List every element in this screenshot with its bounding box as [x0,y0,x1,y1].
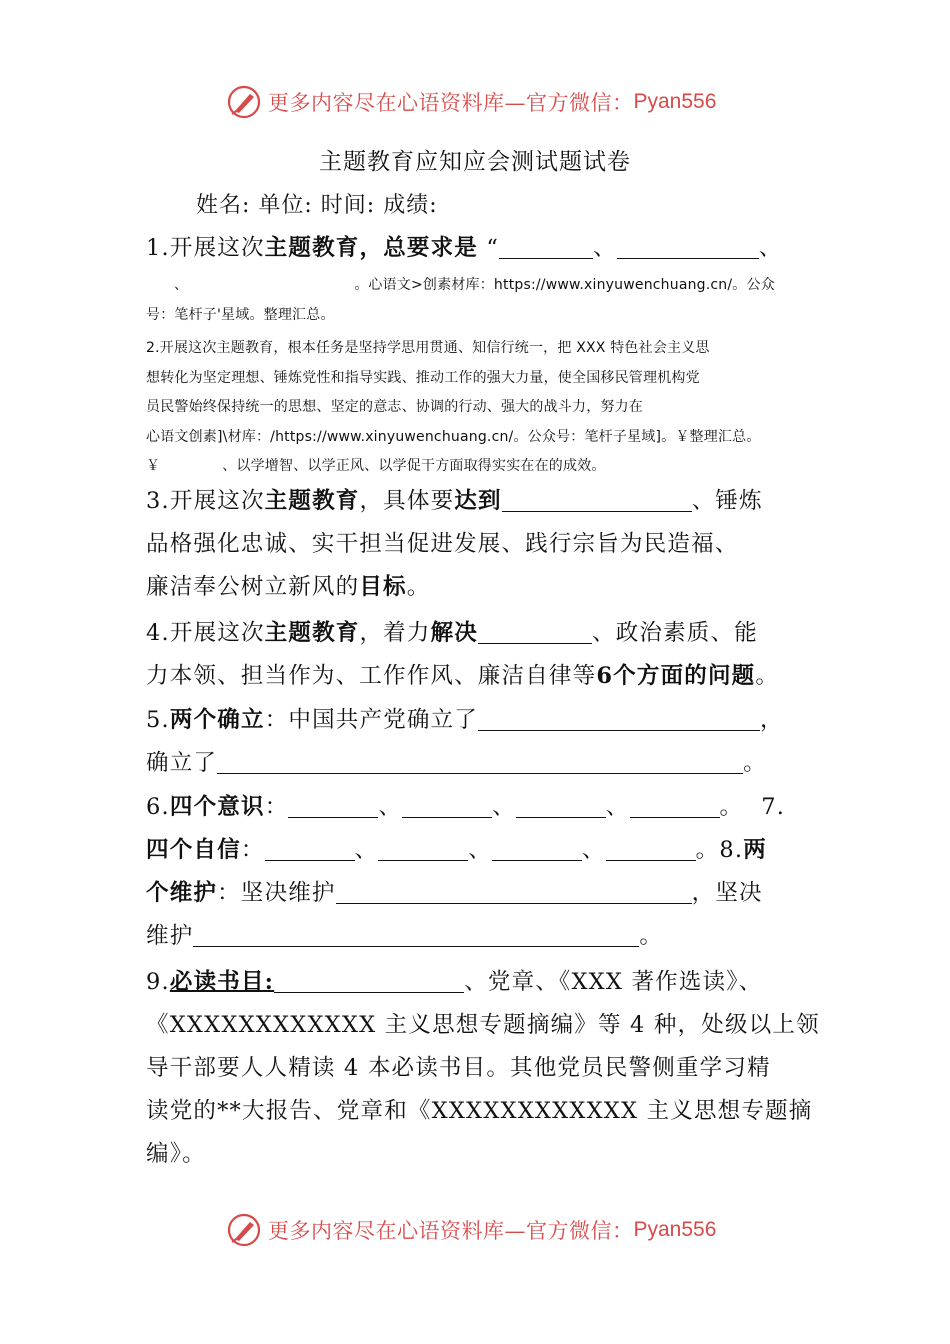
answer-blank[interactable] [478,706,760,731]
answer-blank[interactable] [478,619,592,644]
answer-blank[interactable] [217,749,743,774]
banner-wechat-id: Pyan556 [633,1218,717,1241]
question-1: 1.开展这次主题教育，总要求是 “ 、 、 [146,235,783,261]
pen-logo-icon [226,1212,262,1248]
answer-blank[interactable] [499,234,593,259]
question-5: 5.两个确立：中国共产党确立了 ， 确立了 。 [146,707,784,776]
banner-wechat-id: Pyan556 [633,90,717,113]
answer-blank[interactable] [617,234,759,259]
answer-blank[interactable] [502,487,692,512]
question-1-note: 、 。心语文>创素材库：https://www.xinyuwenchuang.cn/。公众 号：笔杆子'星域。整理汇总。 [146,277,775,323]
answer-blank[interactable] [265,836,355,861]
question-3: 3.开展这次主题教育，具体要达到 、锤炼 品格强化忠诚、实干担当促进发展、践行宗旨为民造福、 廉洁奉公树立新风的目标。 [146,488,763,600]
answer-blank[interactable] [630,793,720,818]
answer-blank[interactable] [492,836,582,861]
answer-blank[interactable] [193,922,639,947]
banner-text: 更多内容尽在心语资料库—官方微信： [268,91,634,115]
question-9: 9.必读书目: 、党章、《XXX 著作选读》、 《XXXXXXXXXXXX 主义思想专题摘编》等 4 种，处级以上领 导干部要人人精读 4 本必读书目。其他党员民警侧重学习精 读党的**大报告、党章和《XXXXXXXXXXXX 主义思想专题摘 编》。 [146,969,820,1167]
pen-logo-icon [226,84,262,120]
answer-blank[interactable] [606,836,696,861]
answer-blank[interactable] [402,793,492,818]
question-6-7-8: 6.四个意识： 、 、 、 。 7. 四个自信： 、 、 、 。8.两 个维护：坚决维护 ，坚决 维护 。 [146,794,786,949]
answer-blank[interactable] [378,836,468,861]
question-2: 2.开展这次主题教育，根本任务是坚持学思用贯通、知信行统一，把 XXX 特色社会主义思 想转化为坚定理想、锤炼党性和指导实践、推动工作的强大力量，使全国移民管理机构党 员民警始终保持统一的思想、坚定的意志、协调的行动、强大的战斗力，努力在 心语文创素]\材库：/https://www.xinyuwenchuang.cn/。公众号：笔杆子星域]。￥整理汇总。 ￥ 、以学增智、以学正风、以学促干方面取得实实在在的成效。 [146,340,761,474]
answer-blank[interactable] [288,793,378,818]
answer-blank[interactable] [336,879,692,904]
header-banner [226,82,716,122]
answer-blank[interactable] [516,793,606,818]
info-fields: 姓名: 单位: 时间: 成绩: [196,193,438,218]
question-4: 4.开展这次主题教育，着力解决 、政治素质、能 力本领、担当作为、工作作风、廉洁自律等6个方面的问题。 [146,620,780,689]
footer-banner [226,1210,716,1250]
page-title: 主题教育应知应会测试题试卷 [319,149,631,175]
banner-text: 更多内容尽在心语资料库—官方微信： [268,1219,634,1243]
answer-blank[interactable] [274,968,464,993]
